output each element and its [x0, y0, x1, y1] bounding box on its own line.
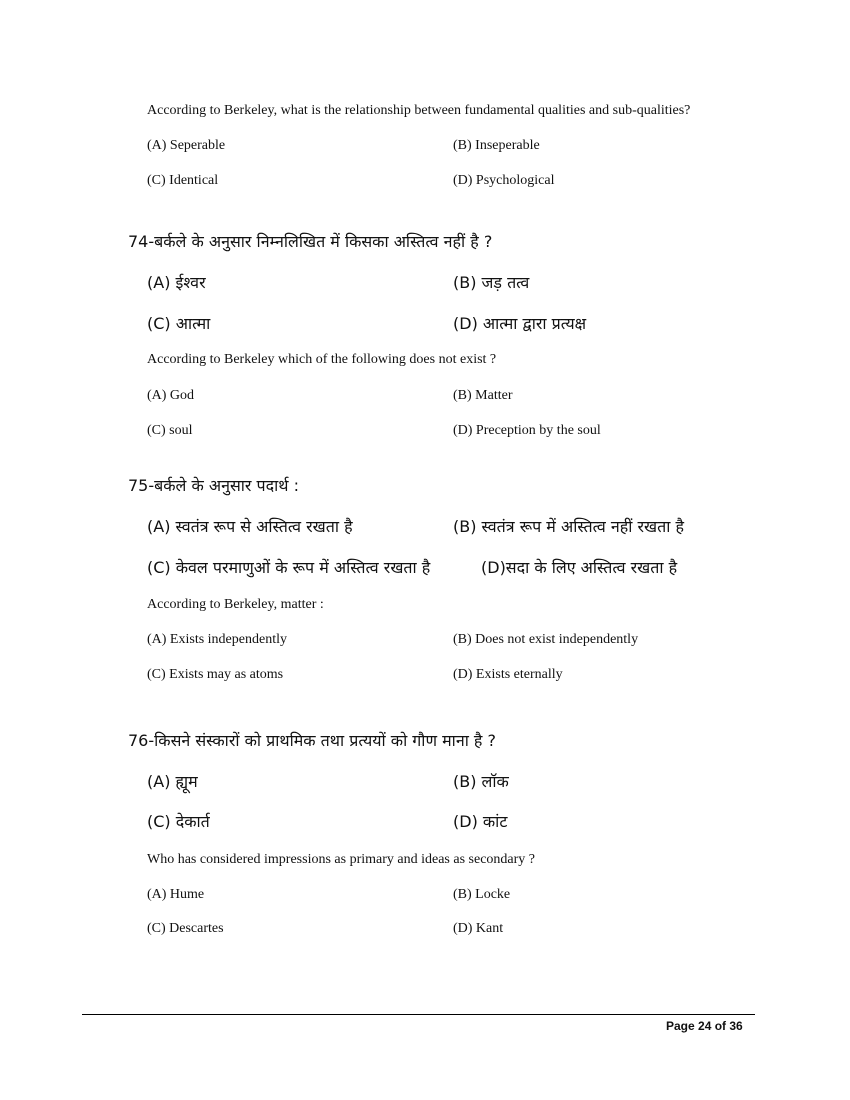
- q76-hi-option-c: (C) देकार्त: [147, 812, 210, 831]
- q75-en-option-b: (B) Does not exist independently: [453, 632, 639, 647]
- q76-question-en: Who has considered impressions as primary and ideas as secondary ?: [147, 852, 535, 867]
- q74-question-en: According to Berkeley which of the following does not exist ?: [147, 352, 497, 367]
- q73-option-b: (B) Inseperable: [453, 138, 540, 153]
- q73-option-a: (A) Seperable: [147, 138, 226, 153]
- q75-hi-option-c: (C) केवल परमाणुओं के रूप में अस्तित्व रखता है: [147, 558, 431, 577]
- q76-en-option-d: (D) Kant: [453, 921, 504, 936]
- q74-en-option-c: (C) soul: [147, 423, 193, 438]
- q75-question-en: According to Berkeley, matter :: [147, 597, 324, 612]
- q73-option-c: (C) Identical: [147, 173, 219, 188]
- q74-question-hi: 74-बर्कले के अनुसार निम्नलिखित में किसका अस्तित्व नहीं है ?: [128, 232, 493, 251]
- q73-option-d: (D) Psychological: [453, 173, 555, 188]
- q76-question-hi: 76-किसने संस्कारों को प्राथमिक तथा प्रत्ययों को गौण माना है ?: [128, 731, 496, 750]
- footer-divider: [82, 1014, 755, 1015]
- q74-hi-option-d: (D) आत्मा द्वारा प्रत्यक्ष: [453, 314, 587, 333]
- q76-en-option-c: (C) Descartes: [147, 921, 224, 936]
- q74-hi-option-b: (B) जड़ तत्व: [453, 273, 530, 292]
- q75-en-option-a: (A) Exists independently: [147, 632, 287, 647]
- q75-en-option-d: (D) Exists eternally: [453, 667, 563, 682]
- q76-hi-option-a: (A) ह्यूम: [147, 772, 198, 791]
- q75-question-hi: 75-बर्कले के अनुसार पदार्थ :: [128, 476, 299, 495]
- q76-hi-option-b: (B) लॉक: [453, 772, 509, 791]
- q75-en-option-c: (C) Exists may as atoms: [147, 667, 284, 682]
- q74-hi-option-c: (C) आत्मा: [147, 314, 211, 333]
- q74-en-option-d: (D) Preception by the soul: [453, 423, 601, 438]
- q76-hi-option-d: (D) कांट: [453, 812, 508, 831]
- q75-hi-option-d: (D)सदा के लिए अस्तित्व रखता है: [481, 558, 678, 577]
- q76-en-option-b: (B) Locke: [453, 887, 511, 902]
- page-number: Page 24 of 36: [666, 1019, 743, 1033]
- q75-hi-option-a: (A) स्वतंत्र रूप से अस्तित्व रखता है: [147, 517, 353, 536]
- q76-en-option-a: (A) Hume: [147, 887, 205, 902]
- q73-question-en: According to Berkeley, what is the relationship between fundamental qualities and sub-qualities?: [147, 103, 691, 118]
- q74-en-option-a: (A) God: [147, 388, 195, 403]
- q74-en-option-b: (B) Matter: [453, 388, 513, 403]
- q75-hi-option-b: (B) स्वतंत्र रूप में अस्तित्व नहीं रखता है: [453, 517, 684, 536]
- q74-hi-option-a: (A) ईश्वर: [147, 273, 206, 292]
